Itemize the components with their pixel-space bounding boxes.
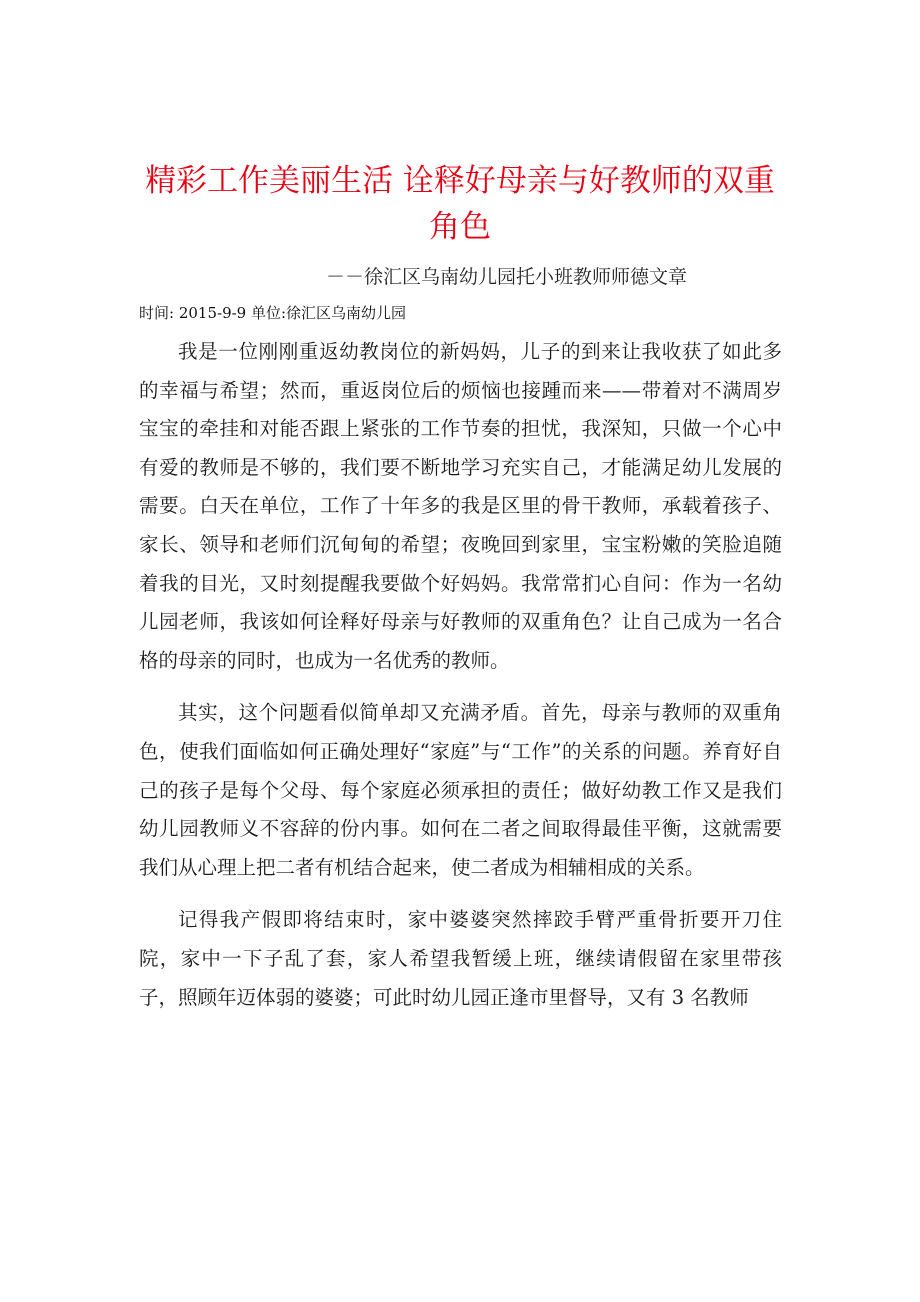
paragraph: 其实，这个问题看似简单却又充满矛盾。首先，母亲与教师的双重角色，使我们面临如何正确处理好“家庭”与“工作”的关系的问题。养育好自己的孩子是每个父母、每个家庭必须承担的责任；做好幼教工作又是我们幼儿园教师义不容辞的份内事。如何在二者之间取得最佳平衡，这就需要我们从心理上把二者有机结合起来，使二者成为相辅相成的关系。 <box>139 701 782 879</box>
paragraph: 我是一位刚刚重返幼教岗位的新妈妈，儿子的到来让我收获了如此多的幸福与希望；然而，重返岗位后的烦恼也接踵而来——带着对不满周岁宝宝的牵挂和对能否跟上紧张的工作节奏的担忧，我深知，只做一个心中有爱的教师是不够的，我们要不断地学习充实自己，才能满足幼儿发展的需要。白天在单位，工作了十年多的我是区里的骨干教师，承载着孩子、家长、领导和老师们沉甸甸的希望；夜晚回到家里，宝宝粉嫩的笑脸追随着我的目光，又时刻提醒我要做个好妈妈。我常常扪心自问：作为一名幼儿园老师，我该如何诠释好母亲与好教师的双重角色？让自己成为一名合格的母亲的同时，也成为一名优秀的教师。 <box>139 340 782 672</box>
document-body <box>139 333 782 1031</box>
document-meta: 时间: 2015-9-9 单位:徐汇区乌南幼儿园 <box>139 304 407 322</box>
paragraph: 记得我产假即将结束时，家中婆婆突然摔跤手臂严重骨折要开刀住院，家中一下子乱了套，家人希望我暂缓上班，继续请假留在家里带孩子，照顾年迈体弱的婆婆；可此时幼儿园正逢市里督导，又有 3 名教师 <box>139 908 782 1009</box>
document-subtitle: －－徐汇区乌南幼儿园托小班教师师德文章 <box>326 266 688 288</box>
document-title: 精彩工作美丽生活 诠释好母亲与好教师的双重角色 <box>145 163 775 245</box>
